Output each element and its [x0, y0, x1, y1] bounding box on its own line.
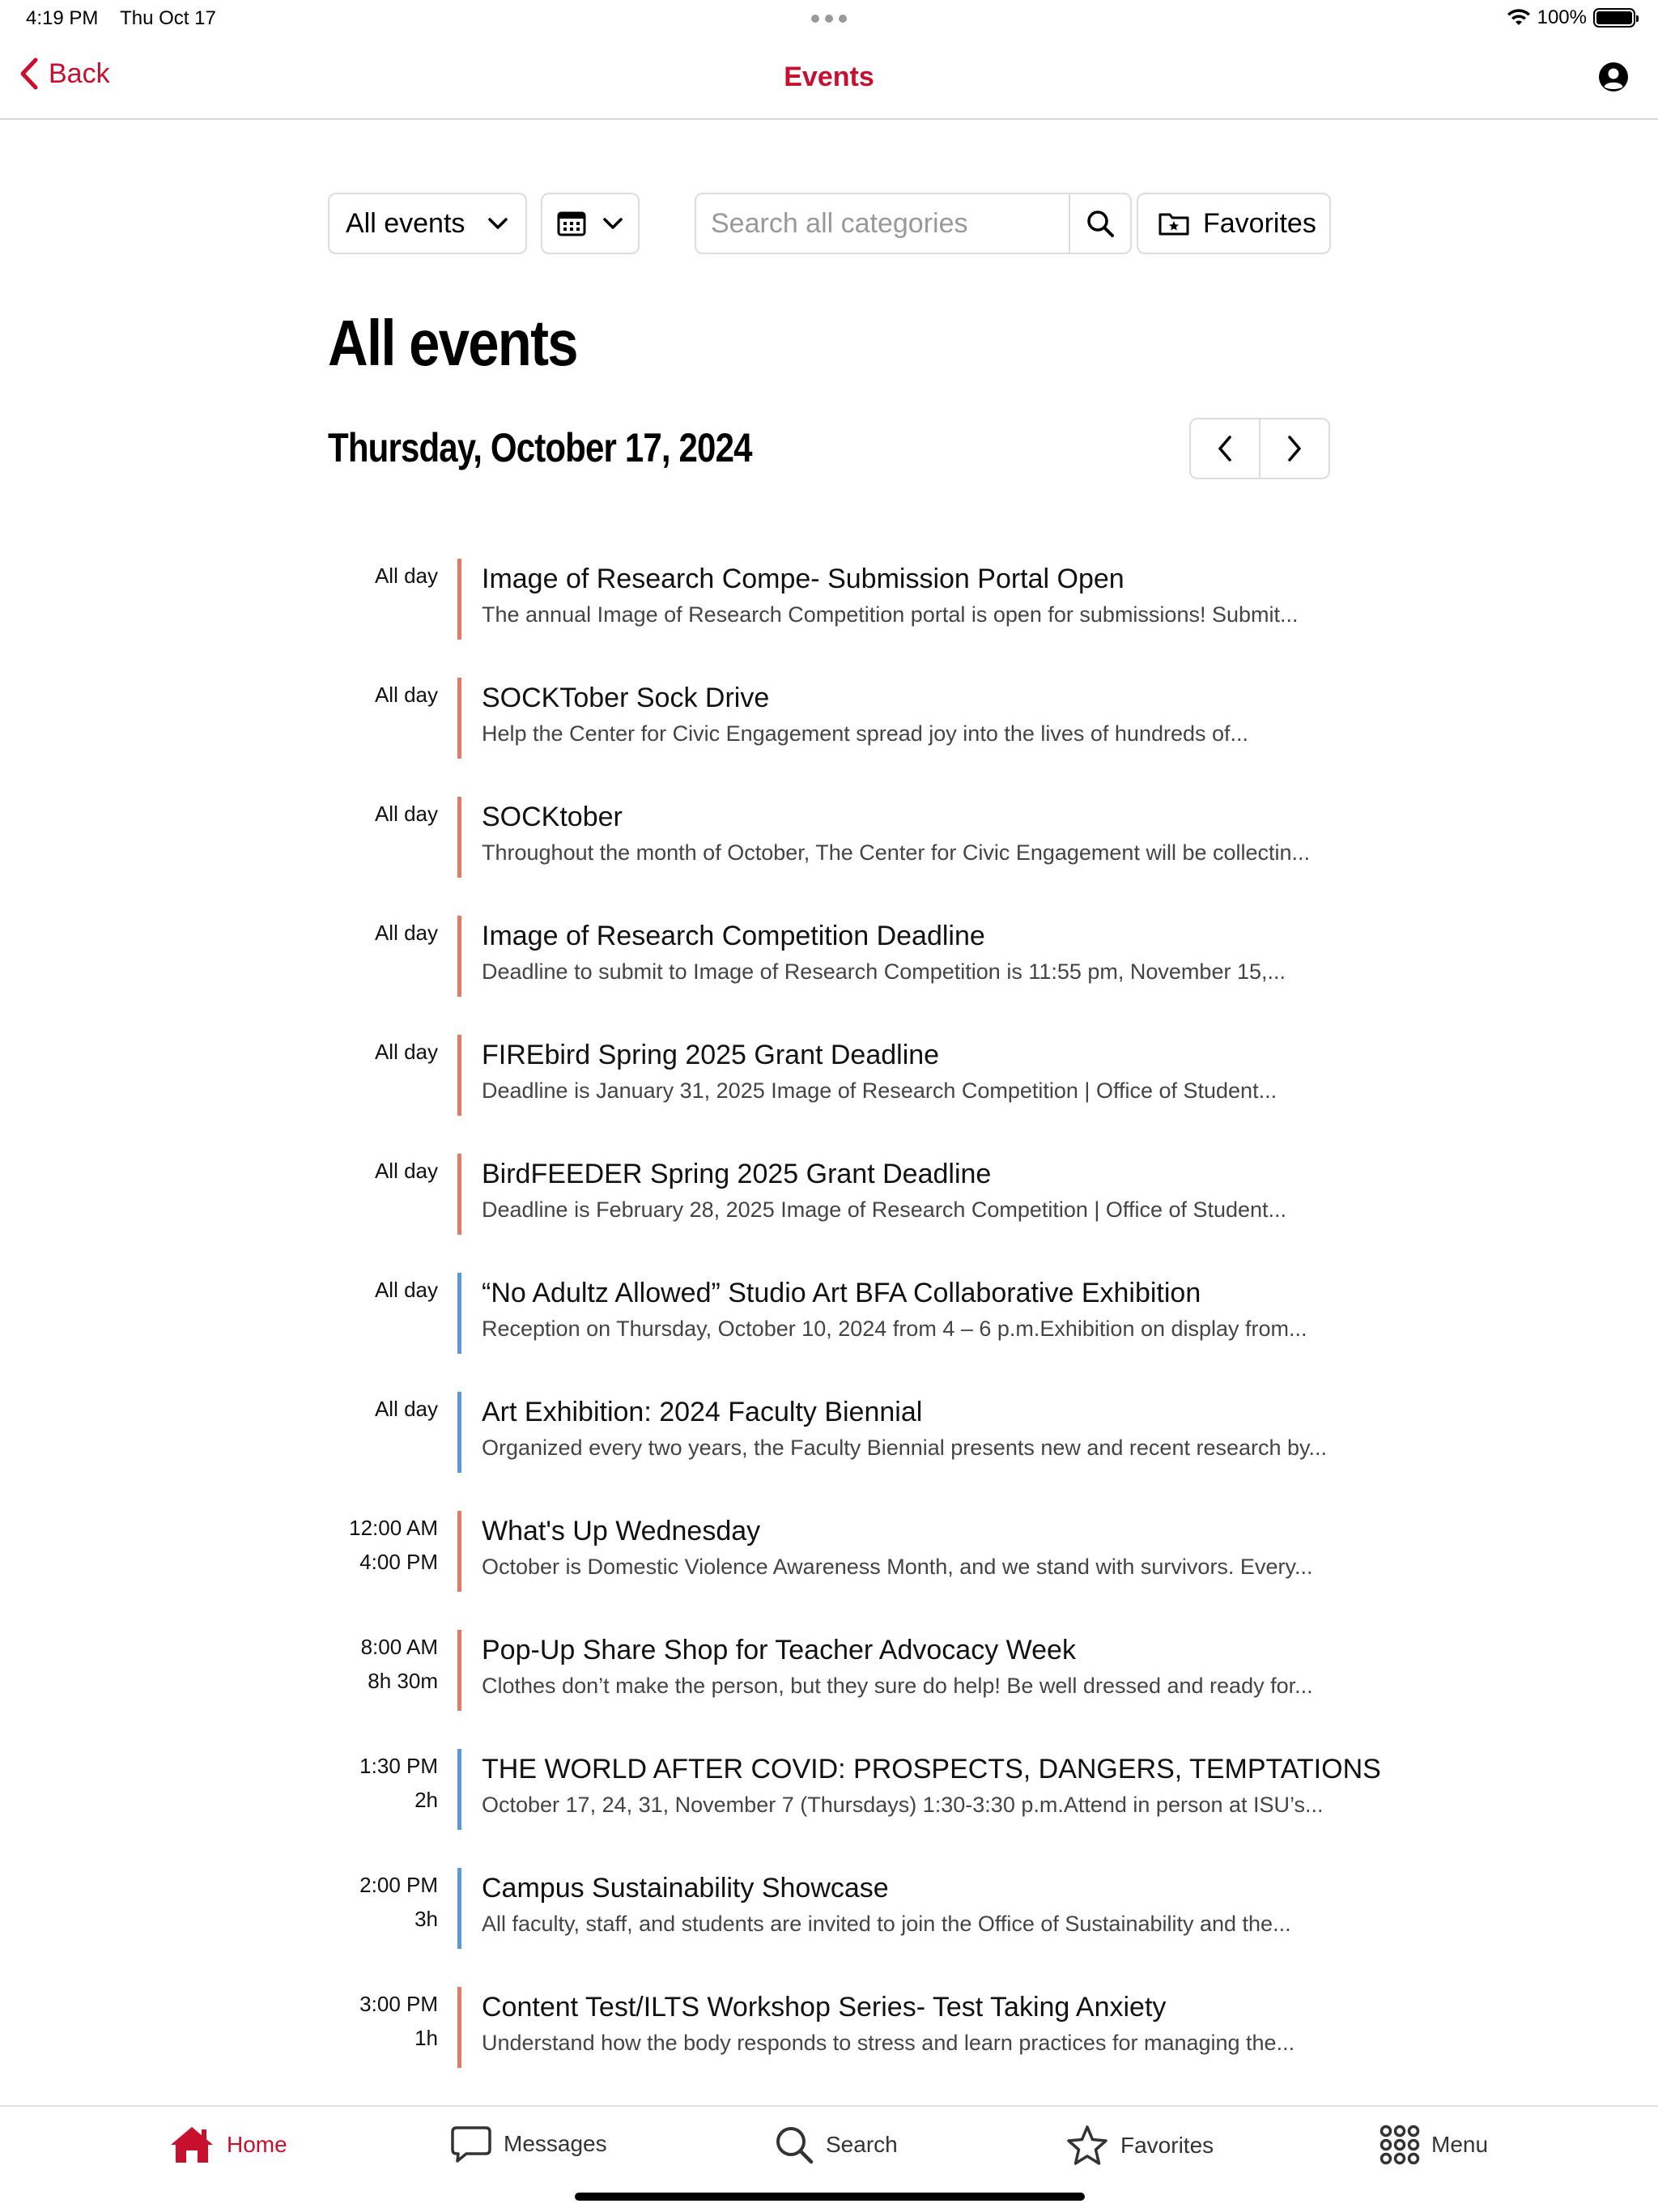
event-description: Clothes don’t make the person, but they sure do help! Be well dressed and ready for...: [482, 1674, 1313, 1698]
event-description: October is Domestic Violence Awareness Month, and we stand with survivors. Every...: [482, 1555, 1313, 1579]
event-start-time: All day: [374, 1159, 438, 1183]
tab-menu-label: Menu: [1431, 2132, 1489, 2157]
search-input[interactable]: [711, 208, 1067, 240]
event-start-time: All day: [374, 802, 438, 826]
event-start-time: 3:00 PM: [359, 1992, 438, 2016]
status-bar: [0, 0, 1658, 39]
event-time: [328, 797, 438, 831]
search-button[interactable]: [1069, 194, 1130, 253]
event-title: “No Adultz Allowed” Studio Art BFA Collaborative Exhibition: [482, 1278, 1201, 1308]
event-row[interactable]: [328, 1392, 1332, 1473]
calendar-dropdown[interactable]: [541, 193, 640, 254]
event-title: THE WORLD AFTER COVID: PROSPECTS, DANGERS, TEMPTATIONS: [482, 1754, 1381, 1784]
category-dropdown[interactable]: [328, 193, 527, 254]
event-start-time: 12:00 AM: [349, 1516, 438, 1540]
event-title: Campus Sustainability Showcase: [482, 1873, 889, 1904]
event-description: The annual Image of Research Competition portal is open for submissions! Submit...: [482, 602, 1299, 627]
event-start-time: All day: [374, 683, 438, 707]
event-row[interactable]: [328, 1868, 1332, 1949]
status-date: Thu Oct 17: [120, 7, 216, 29]
event-title: Image of Research Competition Deadline: [482, 921, 985, 951]
profile-button[interactable]: [1598, 62, 1629, 96]
event-row[interactable]: [328, 1630, 1332, 1711]
event-end-time: 3h: [414, 1907, 438, 1931]
event-description: Reception on Thursday, October 10, 2024 from 4 – 6 p.m.Exhibition on display from...: [482, 1317, 1307, 1341]
status-time: 4:19 PM: [26, 7, 99, 29]
event-time: [328, 1630, 438, 1698]
battery-percent: 100%: [1537, 6, 1587, 28]
event-start-time: 8:00 AM: [360, 1635, 438, 1659]
event-description: Deadline to submit to Image of Research Competition is 11:55 pm, November 15,...: [482, 959, 1286, 984]
star-icon: [1065, 2125, 1109, 2167]
event-row[interactable]: [328, 559, 1332, 640]
event-time: [328, 1511, 438, 1579]
event-description: October 17, 24, 31, November 7 (Thursdays) 1:30-3:30 p.m.Attend in person at ISU’s...: [482, 1793, 1324, 1817]
event-title: BirdFEEDER Spring 2025 Grant Deadline: [482, 1159, 992, 1189]
event-description: Throughout the month of October, The Center for Civic Engagement will be collectin...: [482, 840, 1311, 865]
search-field[interactable]: [695, 193, 1132, 254]
event-row[interactable]: [328, 1987, 1332, 2068]
event-category-bar: [457, 1154, 461, 1235]
previous-day-button[interactable]: [1191, 419, 1259, 478]
event-end-time: 8h 30m: [368, 1669, 438, 1693]
event-description: All faculty, staff, and students are invited to join the Office of Sustainability and the...: [482, 1912, 1291, 1936]
event-category-bar: [457, 916, 461, 997]
date-heading: Thursday, October 17, 2024: [328, 425, 752, 470]
navigation-bar: [0, 39, 1658, 120]
search-icon: [1086, 209, 1115, 238]
category-selected: All events: [346, 207, 466, 239]
grid-menu-icon: [1380, 2125, 1420, 2165]
event-time: [328, 559, 438, 593]
event-time: [328, 1868, 438, 1936]
search-icon: [774, 2125, 814, 2165]
tab-menu[interactable]: [1380, 2125, 1488, 2165]
multitasking-dots[interactable]: [811, 15, 847, 23]
back-label: Back: [49, 57, 110, 89]
event-row[interactable]: [328, 916, 1332, 997]
event-category-bar: [457, 797, 461, 878]
chevron-down-icon: [487, 217, 508, 230]
event-time: [328, 1035, 438, 1069]
event-category-bar: [457, 1035, 461, 1116]
favorites-filter-label: Favorites: [1203, 207, 1316, 239]
home-icon: [168, 2125, 215, 2165]
tab-favorites[interactable]: [1065, 2125, 1214, 2167]
tab-home[interactable]: [168, 2125, 287, 2165]
tab-search-label: Search: [826, 2132, 898, 2157]
chevron-left-icon: [1217, 435, 1233, 462]
event-start-time: All day: [374, 1278, 438, 1302]
chat-bubble-icon: [450, 2125, 492, 2163]
battery-icon: [1593, 8, 1635, 28]
event-category-bar: [457, 1630, 461, 1711]
chevron-right-icon: [1286, 435, 1303, 462]
status-time-date: [26, 7, 216, 30]
next-day-button[interactable]: [1259, 419, 1329, 478]
event-description: Organized every two years, the Faculty Biennial presents new and recent research by...: [482, 1436, 1328, 1460]
event-title: SOCKtober: [482, 802, 623, 832]
event-description: Deadline is January 31, 2025 Image of Research Competition | Office of Student...: [482, 1078, 1278, 1103]
calendar-icon: [557, 211, 586, 236]
event-description: Help the Center for Civic Engagement spread joy into the lives of hundreds of...: [482, 721, 1249, 746]
event-end-time: 1h: [414, 2026, 438, 2050]
event-start-time: All day: [374, 921, 438, 945]
tab-messages[interactable]: [450, 2125, 607, 2163]
wifi-icon: [1507, 8, 1531, 28]
event-row[interactable]: [328, 1511, 1332, 1592]
event-start-time: All day: [374, 564, 438, 588]
favorites-filter-button[interactable]: [1137, 193, 1331, 254]
event-description: Understand how the body responds to stress and learn practices for managing the...: [482, 2031, 1295, 2055]
event-row[interactable]: [328, 1154, 1332, 1235]
event-category-bar: [457, 1273, 461, 1354]
event-description: Deadline is February 28, 2025 Image of Research Competition | Office of Student...: [482, 1197, 1287, 1222]
date-pager: [1189, 418, 1330, 479]
event-category-bar: [457, 559, 461, 640]
tab-home-label: Home: [227, 2132, 287, 2157]
event-time: [328, 1987, 438, 2055]
tab-search[interactable]: [774, 2125, 898, 2165]
event-time: [328, 1749, 438, 1817]
event-time: [328, 678, 438, 712]
event-row[interactable]: [328, 1749, 1381, 1830]
event-title: Image of Research Compe- Submission Portal Open: [482, 564, 1124, 594]
event-category-bar: [457, 1392, 461, 1473]
event-start-time: All day: [374, 1397, 438, 1421]
chevron-down-icon: [602, 217, 623, 230]
event-row[interactable]: [328, 1273, 1332, 1354]
event-category-bar: [457, 1868, 461, 1949]
event-category-bar: [457, 1749, 461, 1830]
nav-title: Events: [784, 62, 874, 92]
event-start-time: 2:00 PM: [359, 1873, 438, 1897]
event-time: [328, 1273, 438, 1307]
event-start-time: All day: [374, 1040, 438, 1064]
event-row[interactable]: [328, 1035, 1332, 1116]
event-category-bar: [457, 678, 461, 759]
status-indicators: [1507, 6, 1635, 29]
user-icon: [1598, 62, 1629, 92]
event-title: FIREbird Spring 2025 Grant Deadline: [482, 1040, 940, 1070]
star-folder-icon: [1158, 211, 1190, 236]
event-title: Pop-Up Share Shop for Teacher Advocacy Week: [482, 1635, 1076, 1665]
event-row[interactable]: [328, 797, 1332, 878]
event-category-bar: [457, 1511, 461, 1592]
event-title: Art Exhibition: 2024 Faculty Biennial: [482, 1397, 923, 1427]
event-start-time: 1:30 PM: [359, 1754, 438, 1778]
event-title: What's Up Wednesday: [482, 1516, 761, 1546]
event-title: SOCKTober Sock Drive: [482, 683, 770, 713]
page-title: All events: [328, 307, 577, 379]
event-title: Content Test/ILTS Workshop Series- Test Taking Anxiety: [482, 1992, 1167, 2023]
event-end-time: 2h: [414, 1788, 438, 1812]
event-time: [328, 1154, 438, 1188]
home-indicator: [575, 2193, 1085, 2201]
event-time: [328, 916, 438, 950]
event-end-time: 4:00 PM: [359, 1550, 438, 1574]
tab-favorites-label: Favorites: [1120, 2133, 1214, 2158]
event-category-bar: [457, 1987, 461, 2068]
event-row[interactable]: [328, 678, 1332, 759]
event-time: [328, 1392, 438, 1426]
tab-messages-label: Messages: [504, 2131, 607, 2156]
